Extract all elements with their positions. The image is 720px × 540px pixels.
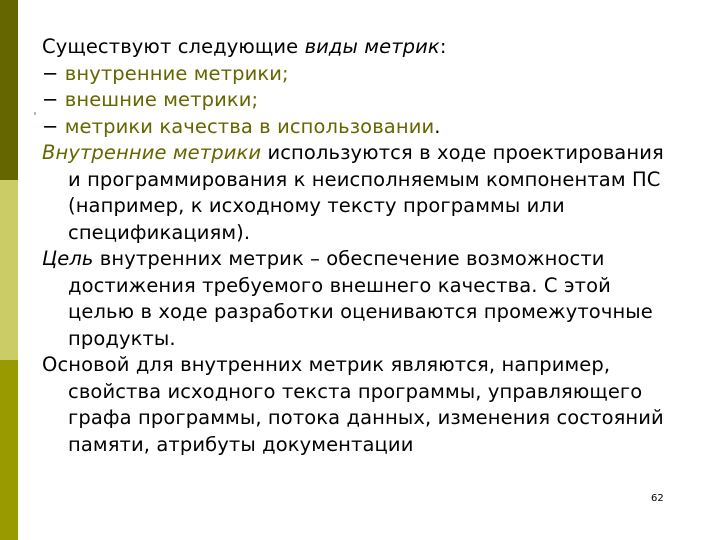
intro-tail: : <box>439 35 447 58</box>
paragraph-goal <box>42 246 682 352</box>
list-dash: − <box>42 61 65 85</box>
list-item-internal <box>42 61 682 88</box>
list-item-external <box>42 87 682 114</box>
side-decoration-bar <box>0 0 18 540</box>
list-item-text: внутренние метрики; <box>64 61 289 85</box>
list-item-tail: . <box>434 114 441 138</box>
intro-emphasis: виды метрик <box>304 35 440 58</box>
side-bar-top-segment <box>0 0 18 180</box>
paragraph-text: внутренних метрик – обеспечение возможности достижения требуемого внешнего качества. С этой целью в ходе разработки оцениваются промежуточные продукты. <box>68 247 653 350</box>
list-dash: − <box>42 114 65 138</box>
paragraph-text: Основой для внутренних метрик являются, например, свойства исходного текста программы, управляющего графа программы, потока данных, изменения состояний памяти, атрибуты документации <box>42 353 664 456</box>
paragraph-basis <box>42 352 682 458</box>
page-number: 62 <box>651 493 664 504</box>
intro-text: Существуют следующие <box>42 35 305 58</box>
list-item-quality-in-use <box>42 114 682 141</box>
paragraph-internal-metrics <box>42 140 682 246</box>
decorative-dot <box>34 112 36 115</box>
paragraph-emphasis: Внутренние метрики <box>42 141 262 164</box>
list-dash: − <box>42 88 65 111</box>
slide-body <box>42 34 682 458</box>
side-bar-bottom-segment <box>0 360 18 540</box>
paragraph-text: используются в ходе проектирования и программирования к неисполняемым компонентам ПС (например, к исходному тексту программы или спецификациям). <box>68 141 664 244</box>
list-item-text: внешние метрики; <box>64 88 259 111</box>
list-item-text: метрики качества в использовании <box>64 114 435 138</box>
side-bar-middle-segment <box>0 180 18 360</box>
paragraph-emphasis: Цель <box>42 247 94 270</box>
intro-line <box>42 34 682 61</box>
